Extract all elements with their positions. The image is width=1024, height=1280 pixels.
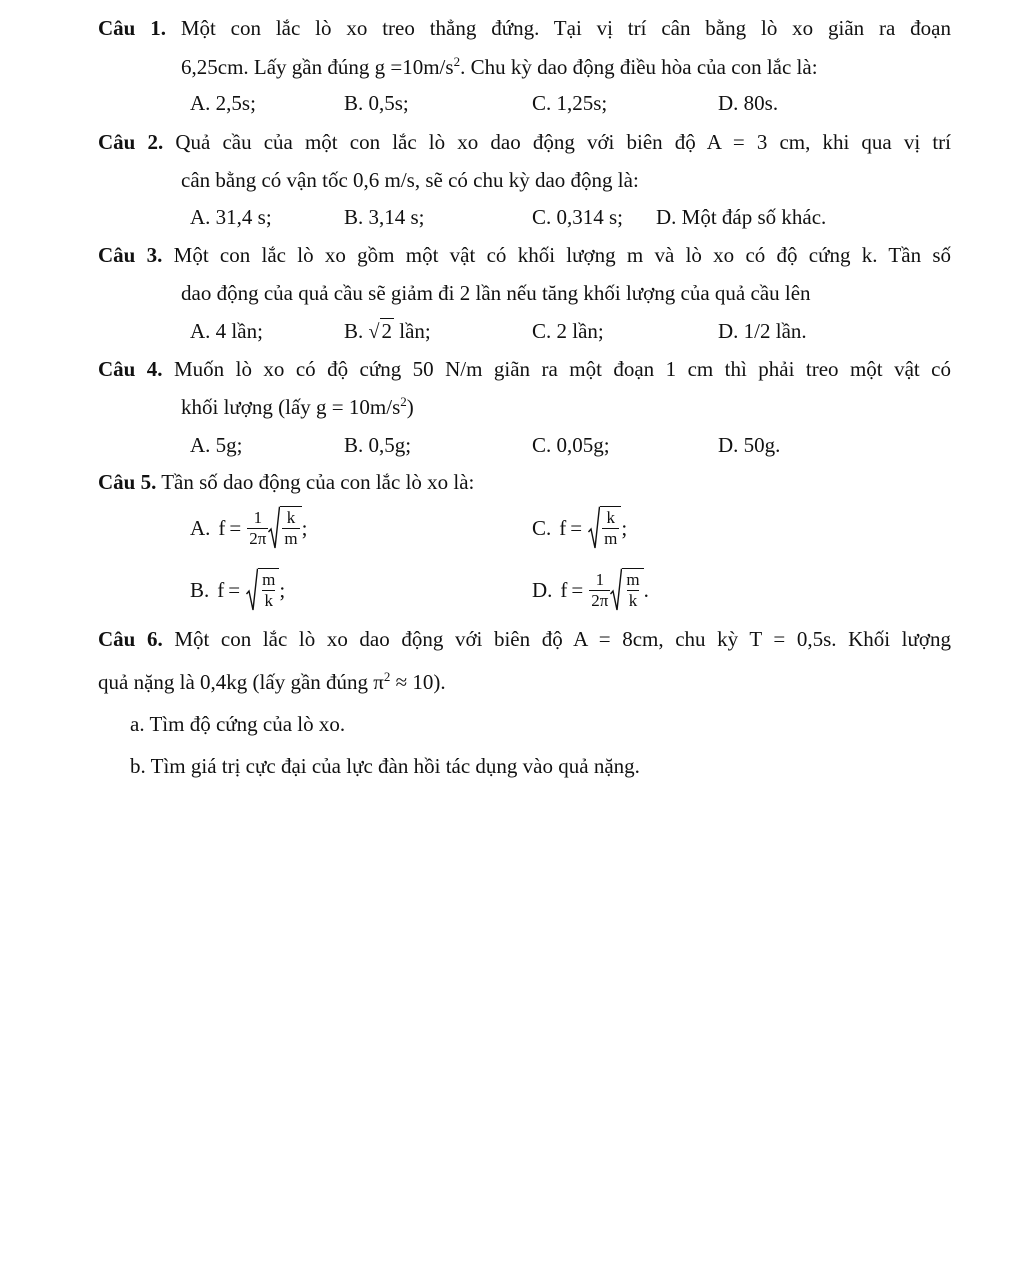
q1-label: Câu 1.: [98, 16, 166, 40]
frac-den: k: [264, 591, 273, 610]
q5-a-end: ;: [301, 515, 308, 540]
q5-b-eq: =: [228, 577, 241, 602]
q4-option-a: A. 5g;: [190, 433, 243, 457]
q5-text1: Tần số dao động của con lắc lò xo là:: [161, 470, 475, 494]
q2-option-a: A. 31,4 s;: [190, 205, 272, 229]
q1-option-d: D. 80s.: [718, 91, 779, 115]
q5-c-eq: =: [570, 515, 583, 540]
q5-d-letter: D.: [532, 577, 553, 602]
frac-den: m: [284, 529, 298, 548]
q4-line1: [98, 355, 951, 383]
q6-sub-a: a. Tìm độ cứng của lò xo.: [130, 712, 346, 736]
q2-text1: Quả cầu của một con lắc lò xo dao động với biên độ A = 3 cm, khi qua vị trí: [175, 130, 951, 154]
q6-text1: Một con lắc lò xo dao động với biên độ A = 8cm, chu kỳ T = 0,5s. Khối lượng: [174, 627, 951, 651]
frac-num: 1: [595, 569, 605, 589]
q5-a-f: f: [218, 515, 226, 540]
frac-den: k: [628, 591, 638, 610]
q6-text2a: quả nặng là 0,4kg (lấy gần đúng π: [98, 670, 384, 694]
q4-option-b: B. 0,5g;: [344, 433, 412, 457]
q5-option-c: [532, 498, 627, 558]
q3-option-b-letter: B.: [344, 319, 364, 343]
q2-label: Câu 2.: [98, 130, 164, 154]
q4-sup: 2: [400, 394, 407, 409]
sqrt-symbol: [246, 568, 279, 612]
frac-den: 2π: [249, 528, 267, 548]
frac-num: 1: [253, 507, 263, 527]
q6-line2: [98, 668, 446, 696]
q1-sup: 2: [453, 54, 461, 69]
q3-option-c: C. 2 lần;: [532, 319, 604, 343]
q6-line1: [98, 625, 951, 653]
q1-line1: [98, 14, 951, 42]
q3-line2: dao động của quả cầu sẽ giảm đi 2 lần nếu tăng khối lượng của quả cầu lên: [181, 281, 811, 305]
frac-den: 2π: [591, 590, 609, 610]
sqrt-symbol: [588, 506, 621, 550]
q1-line2: [181, 53, 818, 81]
sqrt-symbol: [610, 568, 643, 612]
q5-a-letter: A.: [190, 515, 211, 540]
q6-label: Câu 6.: [98, 627, 163, 651]
sqrt-symbol: [268, 506, 301, 550]
q4-text2b: ): [406, 395, 414, 419]
q3-line1: [98, 241, 951, 269]
q3-text1: Một con lắc lò xo gồm một vật có khối lượng m và lò xo có độ cứng k. Tần số: [173, 243, 952, 267]
q5-option-a: [190, 498, 307, 558]
q4-option-c: C. 0,05g;: [532, 433, 610, 457]
frac-den: m: [604, 529, 618, 548]
q6-text2b: ≈ 10).: [390, 670, 446, 694]
q5-b-f: f: [217, 577, 225, 602]
q5-c-f: f: [559, 515, 567, 540]
q3-option-d: D. 1/2 lần.: [718, 319, 807, 343]
q5-b-letter: B.: [190, 577, 210, 602]
q4-label: Câu 4.: [98, 357, 163, 381]
q5-b-end: ;: [279, 577, 286, 602]
q5-line1: [98, 468, 951, 496]
q3-option-b-suffix: lần;: [399, 319, 431, 343]
q5-a-eq: =: [229, 515, 242, 540]
q6-sup: 2: [383, 669, 391, 684]
q5-option-d: [532, 560, 649, 620]
q4-text1: Muốn lò xo có độ cứng 50 N/m giãn ra một đoạn 1 cm thì phải treo một vật có: [174, 357, 951, 381]
q5-option-b: [190, 560, 285, 620]
q5-d-end: .: [643, 577, 649, 602]
q4-text2a: khối lượng (lấy g = 10m/s: [181, 395, 401, 419]
q2-option-d: D. Một đáp số khác.: [656, 205, 827, 229]
fraction: [589, 570, 610, 611]
q2-option-b: B. 3,14 s;: [344, 205, 425, 229]
q5-label: Câu 5.: [98, 470, 157, 494]
frac-num: m: [262, 570, 276, 589]
q1-option-b: B. 0,5s;: [344, 91, 409, 115]
q6-sub-b: b. Tìm giá trị cực đại của lực đàn hồi tác dụng vào quả nặng.: [130, 754, 640, 778]
q1-text2a: 6,25cm. Lấy gần đúng g =10m/s: [181, 55, 454, 79]
frac-num: k: [286, 508, 296, 527]
q1-option-a: A. 2,5s;: [190, 91, 256, 115]
q2-line1: [98, 128, 951, 156]
frac-num: m: [626, 570, 640, 589]
q5-d-eq: =: [571, 577, 584, 602]
q3-label: Câu 3.: [98, 243, 163, 267]
q3-option-b: [344, 317, 431, 346]
q1-option-c: C. 1,25s;: [532, 91, 608, 115]
frac-num: k: [606, 508, 615, 527]
q1-text2b: . Chu kỳ dao động điều hòa của con lắc là:: [460, 55, 818, 79]
q2-line2: cân bằng có vận tốc 0,6 m/s, sẽ có chu kỳ dao động là:: [181, 168, 639, 192]
sqrt-symbol: √2: [368, 319, 392, 343]
q3-option-a: A. 4 lần;: [190, 319, 263, 343]
q5-c-end: ;: [621, 515, 628, 540]
q5-c-letter: C.: [532, 515, 552, 540]
q1-text1: Một con lắc lò xo treo thẳng đứng. Tại vị trí cân bằng lò xo giãn ra đoạn: [180, 16, 952, 40]
q2-option-c: C. 0,314 s;: [532, 205, 624, 229]
q5-d-f: f: [560, 577, 568, 602]
q4-option-d: D. 50g.: [718, 433, 781, 457]
fraction: [247, 508, 268, 549]
q3-radicand: 2: [381, 319, 392, 343]
q4-line2: [181, 393, 414, 421]
